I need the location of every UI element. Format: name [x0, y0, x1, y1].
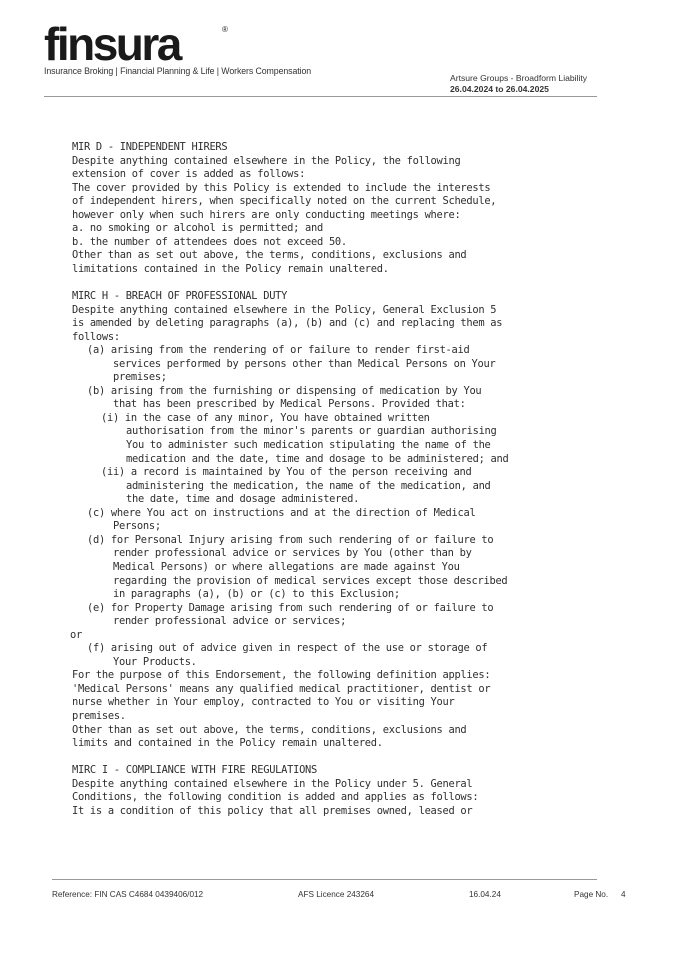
- paragraph-b-line: that has been prescribed by Medical Persons. Provided that:: [113, 398, 466, 411]
- blank-line: [72, 751, 592, 765]
- body-line: premises.: [72, 709, 126, 722]
- section-title: MIRC H - BREACH OF PROFESSIONAL DUTY: [72, 290, 288, 303]
- paragraph-b-ii-line: the date, time and dosage administered.: [126, 493, 360, 506]
- paragraph-a-line: services performed by persons other than Medical Persons on Your: [113, 357, 496, 370]
- header-divider: [44, 96, 597, 97]
- paragraph-d-line: Medical Persons) or where allegations are made against You: [113, 560, 460, 573]
- body-line: For the purpose of this Endorsement, the following definition applies:: [72, 669, 491, 682]
- paragraph-a-line: (a) arising from the rendering of or failure to render first-aid: [87, 344, 470, 357]
- body-line: is amended by deleting paragraphs (a), (b) and (c) and replacing them as: [72, 317, 503, 330]
- paragraph-c-line: (c) where You act on instructions and at the direction of Medical: [87, 506, 476, 519]
- body-line: Despite anything contained elsewhere in the Policy, the following: [72, 154, 461, 167]
- paragraph-d-line: in paragraphs (a), (b) or (c) to this Exclusion;: [113, 588, 400, 601]
- footer-afs-licence: AFS Licence 243264: [298, 890, 375, 899]
- paragraph-c-line: Persons;: [113, 520, 161, 533]
- paragraph-d-line: (d) for Personal Injury arising from such rendering of or failure to: [87, 533, 494, 546]
- paragraph-e-line: (e) for Property Damage arising from such rendering of or failure to: [87, 601, 494, 614]
- body-line: Despite anything contained elsewhere in the Policy under 5. General: [72, 777, 473, 790]
- logo-wordmark: [44, 18, 228, 70]
- document-body: [72, 141, 592, 818]
- body-line: extension of cover is added as follows:: [72, 168, 306, 181]
- body-line: It is a condition of this policy that all premises owned, leased or: [72, 804, 473, 817]
- body-line: 'Medical Persons' means any qualified medical practitioner, dentist or: [72, 682, 491, 695]
- body-line: a. no smoking or alcohol is permitted; and: [72, 222, 323, 235]
- paragraph-b-ii-line: (ii) a record is maintained by You of the person receiving and: [101, 466, 472, 479]
- body-line: Other than as set out above, the terms, conditions, exclusions and: [72, 249, 467, 262]
- body-line: nurse whether in Your employ, contracted to You or visiting Your: [72, 696, 455, 709]
- body-line: follows:: [72, 330, 120, 343]
- paragraph-b-i-line: medication and the date, time and dosage to be administered; and: [126, 452, 509, 465]
- paragraph-b-ii-line: administering the medication, the name of the medication, and: [126, 479, 491, 492]
- or-connector: or: [70, 628, 82, 641]
- body-line: however only when such hirers are only conducting meetings where:: [72, 208, 461, 221]
- paragraph-e-line: render professional advice or services;: [113, 615, 347, 628]
- blank-line: [72, 276, 592, 290]
- paragraph-b-i-line: You to administer such medication stipulating the name of the: [126, 439, 491, 452]
- body-line: The cover provided by this Policy is extended to include the interests: [72, 181, 491, 194]
- body-line: b. the number of attendees does not exceed 50.: [72, 235, 347, 248]
- paragraph-f-line: (f) arising out of advice given in respect of the use or storage of: [87, 642, 488, 655]
- paragraph-b-i-line: (i) in the case of any minor, You have obtained written: [101, 411, 430, 424]
- logo-registered-mark: ®: [222, 25, 228, 34]
- body-line: limits and contained in the Policy remain unaltered.: [72, 737, 383, 750]
- paragraph-a-line: premises;: [113, 371, 167, 384]
- section-title: MIR D - INDEPENDENT HIRERS: [72, 141, 228, 153]
- policy-header: [450, 73, 587, 94]
- logo-tagline: Insurance Broking | Financial Planning & Life | Workers Compensation: [44, 66, 312, 76]
- footer-page-label: Page No.: [574, 890, 609, 899]
- body-line: limitations contained in the Policy remain unaltered.: [72, 262, 389, 275]
- body-line: Despite anything contained elsewhere in the Policy, General Exclusion 5: [72, 303, 497, 316]
- finsura-logo: [44, 18, 334, 76]
- section-title: MIRC I - COMPLIANCE WITH FIRE REGULATIONS: [72, 764, 318, 777]
- body-line: Other than as set out above, the terms, conditions, exclusions and: [72, 723, 467, 736]
- footer-reference: Reference: FIN CAS C4684 0439406/012: [52, 890, 204, 899]
- footer-divider: [52, 879, 597, 880]
- logo-text: finsura: [44, 18, 180, 70]
- policy-title: Artsure Groups - Broadform Liability: [450, 73, 588, 83]
- footer-page-number: 4: [621, 890, 626, 899]
- footer-date: 16.04.24: [469, 890, 501, 899]
- body-line: Conditions, the following condition is added and applies as follows:: [72, 791, 479, 804]
- paragraph-b-i-line: authorisation from the minor's parents or guardian authorising: [126, 425, 497, 438]
- body-line: of independent hirers, when specifically noted on the current Schedule,: [72, 195, 497, 208]
- paragraph-d-line: render professional advice or services by You (other than by: [113, 547, 472, 560]
- paragraph-b-line: (b) arising from the furnishing or dispensing of medication by You: [87, 384, 482, 397]
- policy-period: 26.04.2024 to 26.04.2025: [450, 83, 549, 94]
- paragraph-d-line: regarding the provision of medical services except those described: [113, 574, 508, 587]
- paragraph-f-line: Your Products.: [113, 655, 197, 668]
